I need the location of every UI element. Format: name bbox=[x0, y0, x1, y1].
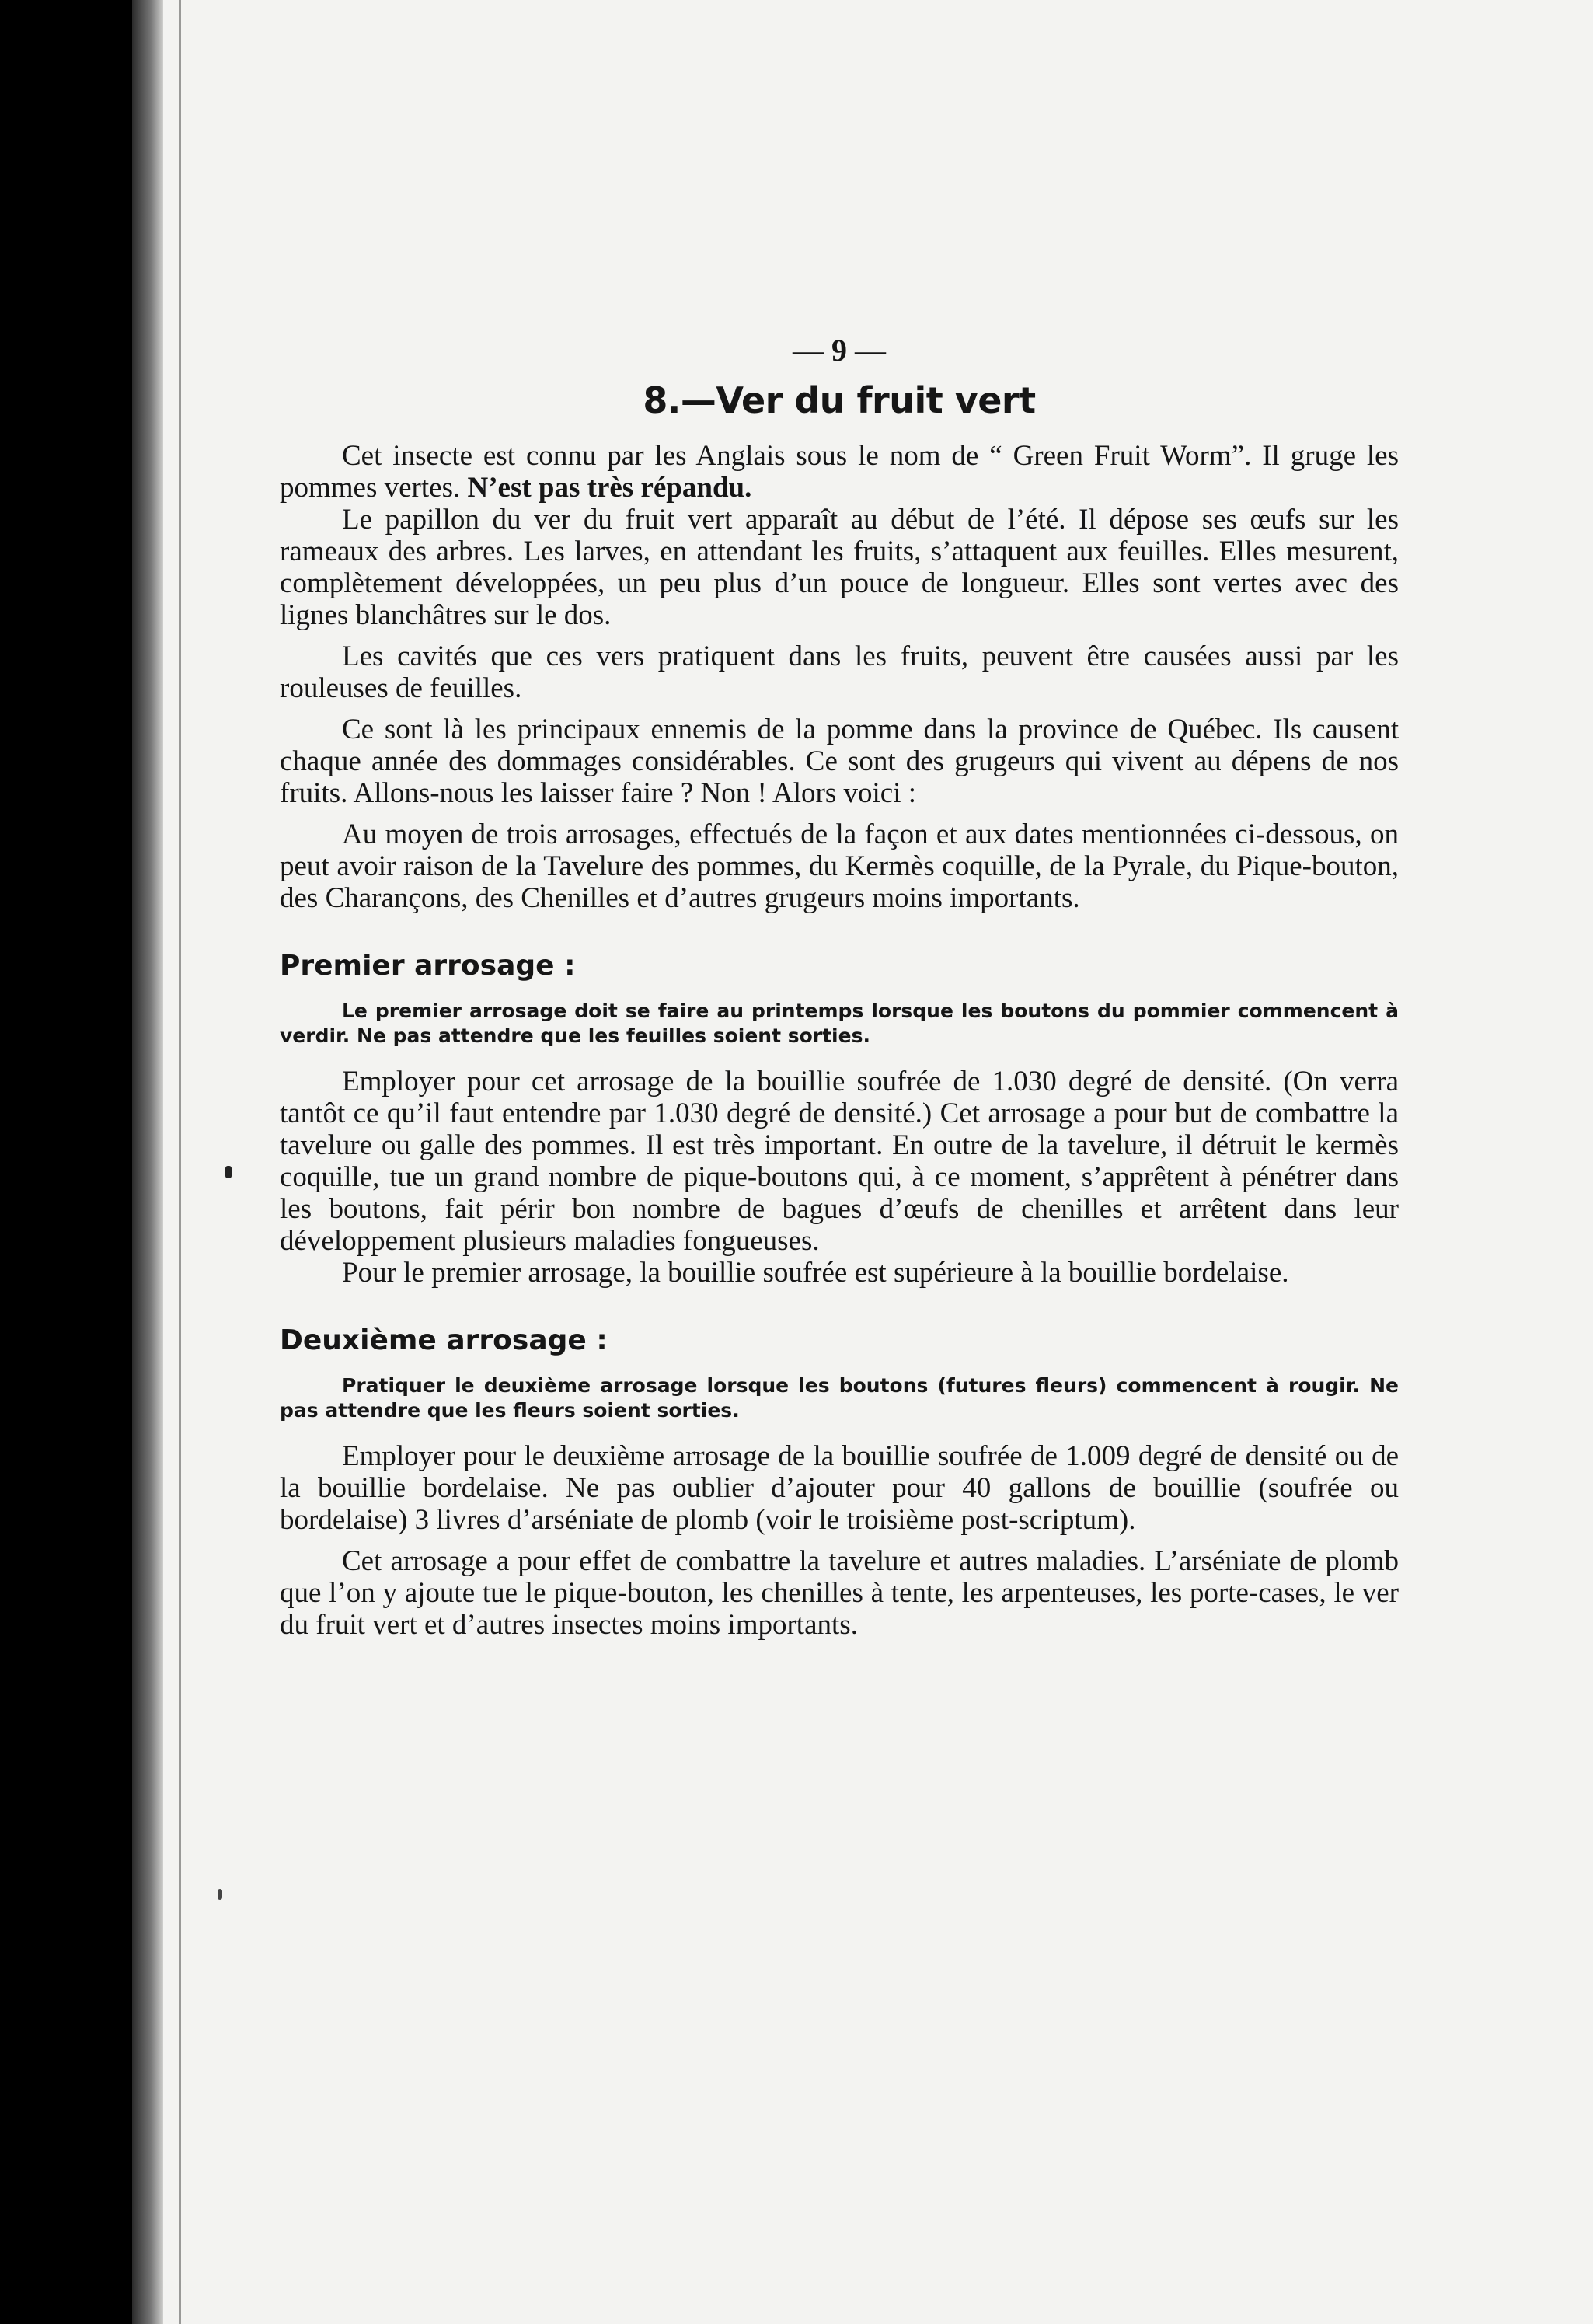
intro-paragraph-5: Au moyen de trois arrosages, effectués de la façon et aux dates mentionnées ci-dessous, on peut avoir raison de la Tavelure des pommes, du Kermès coquille, de la Pyrale, du Pique-bouton, des Charançons, des Chenilles et d’autres grugeurs moins importants. bbox=[280, 818, 1399, 914]
second-spray-heading: Deuxième arrosage : bbox=[280, 1324, 608, 1356]
intro-paragraph-1-emphasis: N’est pas très répandu. bbox=[467, 472, 752, 504]
intro-paragraph-1 bbox=[280, 440, 1399, 504]
intro-paragraph-2: Le papillon du ver du fruit vert apparaît au début de l’été. Il dépose ses œufs sur les rameaux des arbres. Les larves, en attendant les fruits, s’attaquent aux feuilles. Elles mesurent, complètement développées, un peu plus d’un pouce de longueur. Elles sont vertes avec des lignes blanchâtres sur le dos. bbox=[280, 504, 1399, 631]
intro-paragraph-4: Ce sont là les principaux ennemis de la pomme dans la province de Québec. Ils causent chaque année des dommages considérables. Ce sont des grugeurs qui vivent au dépens de nos fruits. Allons-nous les laisser faire ? Non ! Alors voici : bbox=[280, 714, 1399, 809]
intro-paragraph-3: Les cavités que ces vers pratiquent dans les fruits, peuvent être causées aussi par les rouleuses de feuilles. bbox=[280, 640, 1399, 704]
page-fold-line bbox=[179, 0, 181, 2324]
second-spray-instruction: Pratiquer le deuxième arrosage lorsque les boutons (futures fleurs) commencent à rougir. Ne pas attendre que les fleurs soient sorties. bbox=[280, 1374, 1399, 1422]
intro-paragraph-1-text: Cet insecte est connu par les Anglais sous le nom de “ Green Fruit Worm”. Il gruge les pommes vertes. bbox=[280, 440, 1399, 504]
first-spray-instruction: Le premier arrosage doit se faire au printemps lorsque les boutons du pommier commencent à verdir. Ne pas attendre que les feuilles soient sorties. bbox=[280, 1000, 1399, 1047]
page-number: — 9 — bbox=[793, 333, 886, 368]
scan-mark bbox=[225, 1166, 232, 1178]
first-spray-heading: Premier arrosage : bbox=[280, 950, 576, 982]
second-spray-paragraph-1: Employer pour le deuxième arrosage de la bouillie soufrée de 1.009 degré de densité ou de la bouillie bordelaise. Ne pas oublier d’ajouter pour 40 gallons de bouillie (soufrée ou bordelaise) 3 livres d’arséniate de plomb (voir le troisième post-scriptum). bbox=[280, 1440, 1399, 1536]
first-spray-paragraph-1: Employer pour cet arrosage de la bouillie soufrée de 1.030 degré de densité. (On verra tantôt ce qu’il faut entendre par 1.030 degré de densité.) Cet arrosage a pour but de combattre la tavelure ou galle des pommes. Il est très important. En outre de la tavelure, il détruit le kermès coquille, tue un grand nombre de pique-boutons qui, à ce moment, s’apprêtent à pénétrer dans les boutons, fait périr bon nombre de bagues d’œufs de chenilles et arrêtent dans leur développement plusieurs maladies fongueuses. bbox=[280, 1066, 1399, 1257]
book-gutter-shadow bbox=[132, 0, 163, 2324]
first-spray-paragraph-2: Pour le premier arrosage, la bouillie soufrée est supérieure à la bouillie bordelaise. bbox=[342, 1257, 1289, 1289]
page-content bbox=[280, 334, 1399, 1641]
scan-mark bbox=[218, 1889, 222, 1900]
second-spray-paragraph-2: Cet arrosage a pour effet de combattre la tavelure et autres maladies. L’arséniate de plomb que l’on y ajoute tue le pique-bouton, les chenilles à tente, les arpenteuses, les porte-cases, le ver du fruit vert et d’autres insectes moins importants. bbox=[280, 1545, 1399, 1641]
scanned-page bbox=[132, 0, 1593, 2324]
section-title: 8.—Ver du fruit vert bbox=[643, 379, 1036, 421]
